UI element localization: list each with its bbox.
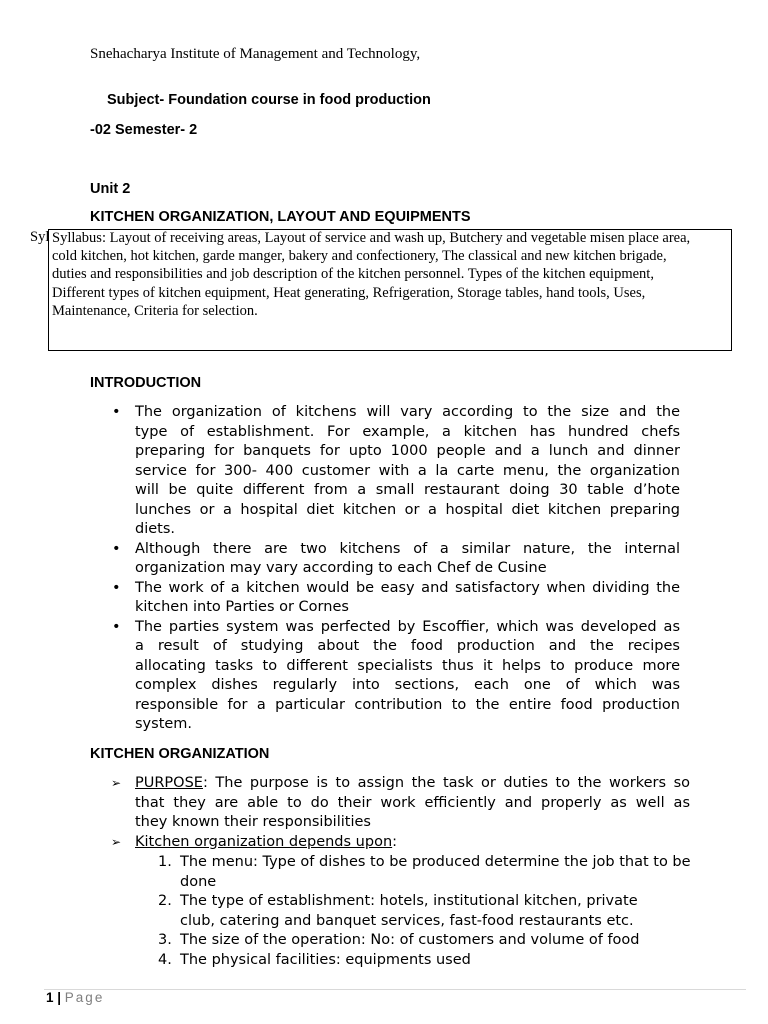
list-item (90, 618, 680, 735)
text-line: a result of studying about the food production and the recipes (135, 638, 680, 654)
syllabus-line: Maintenance, Criteria for selection. (52, 302, 258, 319)
text-line: The size of the operation: No: of customers and volume of food (180, 932, 640, 948)
introduction-list (90, 403, 680, 735)
text-line: preparing for banquets for upto 1000 people and a lunch and dinner (135, 443, 680, 459)
page-word: Page (64, 990, 105, 1005)
purpose-text: : The purpose is to assign the task or duties to the workers so (202, 775, 690, 791)
bullet-icon: • (112, 618, 121, 635)
list-item-purpose (90, 774, 690, 833)
text-line: complex dishes regularly into sections, each one of which was (135, 677, 680, 693)
factors-list (135, 853, 735, 970)
text-line: Although there are two kitchens of a similar nature, the internal (135, 540, 680, 557)
text-line: organization may vary according to each Chef de Cusine (135, 560, 547, 576)
page-separator: | (53, 990, 65, 1005)
text-line: The work of a kitchen would be easy and satisfactory when dividing the (135, 579, 680, 596)
text-line: The parties system was perfected by Escoffier, which was developed as (135, 618, 680, 635)
syllabus-line: Syllabus: Layout of receiving areas, Layout of service and wash up, Butchery and vegetable misen place area, (52, 230, 691, 246)
footer-divider (44, 989, 746, 990)
kitchen-organization-list (90, 774, 690, 852)
syllabus-line: Different types of kitchen equipment, Heat generating, Refrigeration, Storage tables, hand tools, Uses, (52, 284, 646, 301)
text-line: club, catering and banquet services, fast-food restaurants etc. (180, 912, 634, 929)
text-line: responsible for a particular contribution to the entire food production (135, 696, 680, 713)
list-number: 3. (158, 932, 172, 948)
list-number: 1. (158, 854, 172, 870)
syllabus-line: cold kitchen, hot kitchen, garde manger, bakery and confectionery, The classical and new kitchen brigade, (52, 248, 667, 265)
list-item (135, 951, 735, 971)
text-line: that they are able to do their work efficiently and properly as well as (135, 794, 690, 811)
text-line: type of establishment. For example, a kitchen has hundred chefs (135, 423, 680, 440)
unit-label: Unit 2 (90, 181, 131, 197)
list-number: 4. (158, 951, 172, 968)
syllabus-stray-text: Syl (30, 229, 50, 245)
page-footer (46, 990, 104, 1005)
text-line: allocating tasks to different specialists thus it helps to produce more (135, 657, 680, 674)
list-item (90, 540, 680, 579)
text-line: they known their responsibilities (135, 814, 371, 830)
page-number: 1 (46, 990, 54, 1005)
unit-title: KITCHEN ORGANIZATION, LAYOUT AND EQUIPMENTS (90, 209, 471, 225)
text-line: The organization of kitchens will vary according to the size and the (135, 404, 680, 420)
list-item (90, 403, 680, 540)
text-line: done (180, 873, 217, 890)
arrow-bullet-icon: ➢ (111, 834, 122, 849)
syllabus-text (52, 229, 730, 320)
syllabus-line: duties and responsibilities and job description of the kitchen personnel. Types of the kitchen equipment, (52, 266, 654, 283)
text-line: The menu: Type of dishes to be produced determine the job that to be (180, 854, 691, 870)
text-line: diets. (135, 521, 176, 537)
list-item (135, 892, 735, 931)
purpose-label: PURPOSE (135, 775, 203, 791)
text-line: The physical facilities: equipments used (180, 951, 471, 968)
bullet-icon: • (112, 540, 121, 557)
list-number: 2. (158, 893, 172, 909)
subject-line: Subject- Foundation course in food production (107, 92, 431, 108)
arrow-bullet-icon: ➢ (111, 776, 122, 790)
text-line: service for 300- 400 customer with a la carte menu, the organization (135, 462, 680, 479)
bullet-icon: • (112, 579, 121, 596)
text-line: kitchen into Parties or Cornes (135, 599, 349, 615)
kitchen-organization-heading: KITCHEN ORGANIZATION (90, 746, 270, 762)
text-line: The type of establishment: hotels, institutional kitchen, private (180, 893, 638, 909)
list-item (90, 579, 680, 618)
institute-name: Snehacharya Institute of Management and Technology, (90, 46, 421, 62)
text-line: system. (135, 716, 193, 732)
semester-line: -02 Semester- 2 (90, 122, 198, 138)
text-line: will be quite different from a small restaurant doing 30 table d’hote (135, 482, 680, 498)
introduction-heading: INTRODUCTION (90, 375, 202, 391)
list-item (135, 931, 735, 951)
text-line: lunches or a hospital diet kitchen or a hospital diet kitchen preparing (135, 501, 680, 518)
list-item (135, 853, 735, 892)
depends-label: Kitchen organization depends upon (135, 833, 393, 850)
bullet-icon: • (112, 404, 121, 420)
list-item-depends (90, 833, 690, 853)
depends-colon: : (392, 833, 398, 850)
